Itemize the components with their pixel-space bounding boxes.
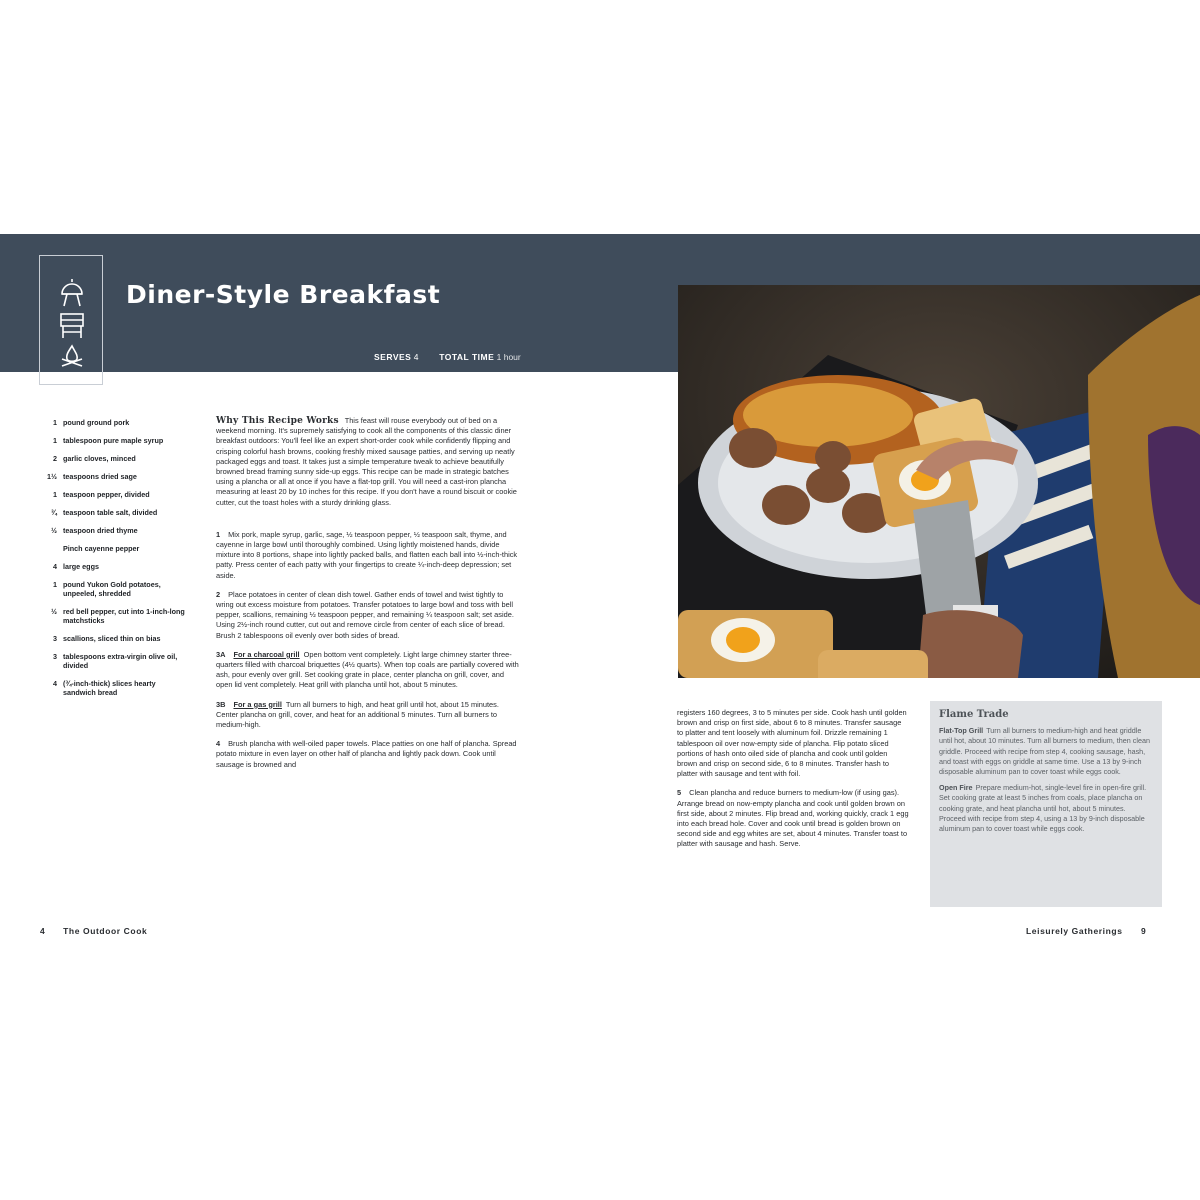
ingredient-list [40,418,190,706]
step: 3B For a gas grill Turn all burners to high, and heat grill until hot, about 15 minutes. Center plancha on grill, cover, and heat for an additional 5 minutes. Turn all burners to medium-high. [216,699,499,730]
sidebar-title: Flame Trade [939,709,1009,720]
kettle-grill-icon [62,279,82,306]
ingredient-item: 1 teaspoon pepper, divided [53,490,150,499]
ingredient-item: 2 garlic cloves, minced [53,454,136,463]
ingredient-item: 1 tablespoon pure maple syrup [53,436,164,445]
sidebar-item: Open Fire Prepare medium-hot, single-level fire in open-fire grill. Set cooking grate at least 5 inches from coals, place plancha on cooking grate, and heat plancha until hot, about 5 minutes. Proceed with recipe from step 4, using a 13 by 9-inch disposable aluminum pan to cover toast while eggs cook. [939,783,1147,834]
section-title: Leisurely Gatherings [1026,926,1123,936]
flame-trade-sidebar [930,701,1162,907]
folio-right [1026,926,1146,936]
cookbook-spread [0,234,1200,964]
ingredient-item: 1 pound ground pork [53,418,130,427]
ingredient-item: Pinch cayenne pepper [63,544,140,553]
ingredient-item: 3 scallions, sliced thin on bias [53,634,161,643]
total-time-value: 1 hour [496,352,521,362]
campfire-icon [62,346,82,366]
ingredient-item: ½ red bell pepper, cut into 1-inch-long matchsticks [51,607,185,625]
step: 3A For a charcoal grill Open bottom vent completely. Light large chimney starter three-quarters filled with charcoal briquettes (4½ quarts). When top coals are partially covered with ash, pour evenly over grill. Set cooking grate in place, center plancha on grill, cover, and open lid vent completely. Heat grill with plancha until hot, about 5 minutes. [216,649,519,690]
instructions-column-right [677,708,909,859]
gas-grill-icon [61,314,83,338]
why-heading: Why This Recipe Works [216,416,339,426]
step: 1 Mix pork, maple syrup, garlic, sage, ½ teaspoon pepper, ½ teaspoon salt, thyme, and cayenne in large bowl until thoroughly combined. Using lightly moistened hands, divide mixture into 8 portions, shape into lightly packed balls, and flatten each ball into ½-inch-thick patty. Press center of each patty with your fingertips to create ¼-inch-deep depression; set aside. [216,529,518,580]
instructions-column-left [216,416,522,779]
folio-left [40,926,147,936]
step-continued: registers 160 degrees, 3 to 5 minutes per side. Cook hash until golden brown and crisp on first side, about 6 to 8 minutes. Transfer sausage to platter and tent loosely with aluminum foil. Drizzle remaining 1 tablespoon oil over now-empty side of plancha. Flip potato sliced portions of hash onto oiled side of plancha and cook until golden brown and crisp on second side, 6 to 8 minutes. Transfer hash to platter with sausage and tent with foil. [677,708,907,779]
serves-value: 4 [413,352,419,362]
ingredient-item: 4 (¾-inch-thick) slices hearty sandwich bread [53,679,156,697]
ingredient-item: 1½ teaspoons dried sage [47,472,137,481]
why-text: This feast will rouse everybody out of bed on a weekend morning. It's supremely satisfying to cook all the components of this classic diner breakfast outdoors: You'll feel like an expert short-order cook while confidently flipping and crisping colorful hash browns, cooking freshly mixed sausage patties, and serving up neatly packaged eggs and toast. It takes just a simple temperature tweak to achieve beautifully browned bread framing sunny side-up eggs. This recipe can be made in strategic batches using a plancha or all at once if you have a flat-top grill. You will need a cast-iron plancha measuring at least 20 by 10 inches for this recipe. If you don't have a round biscuit or cookie cutter, cut the toast holes with a sturdy drinking glass. [216,416,517,507]
ingredient-item: ¾ teaspoon table salt, divided [51,508,158,517]
recipe-title: Diner-Style Breakfast [126,280,441,309]
total-time-label: TOTAL TIME [439,352,495,362]
sidebar-item: Flat-Top Grill Turn all burners to medium-high and heat griddle until hot, about 10 minutes. Turn all burners to medium, then clean griddle. Proceed with recipe from step 4, cooking sausage, hash, and toast with eggs on griddle at same time. Use a 13 by 9-inch disposable aluminum pan to cover toast while eggs cook. [939,726,1150,777]
book-title: The Outdoor Cook [63,926,148,936]
ingredient-item: 1 pound Yukon Gold potatoes, unpeeled, shredded [53,580,161,598]
page-number-right: 9 [1140,926,1146,936]
page-number-left: 4 [40,926,45,936]
ingredient-item: ½ teaspoon dried thyme [51,526,138,535]
step: 2 Place potatoes in center of clean dish towel. Gather ends of towel and twist tightly to wring out excess moisture from potatoes. Transfer potatoes to large bowl and toss with bell pepper, scallions, remaining ½ teaspoon pepper, and remaining ¼ teaspoon salt; set aside. Using 2½-inch round cutter, cut out and remove circle from center of each slice of bread. Brush 2 tablespoons oil evenly over both sides of bread. [216,589,514,640]
ingredient-item: 4 large eggs [53,562,99,571]
ingredient-item: 3 tablespoons extra-virgin olive oil, divided [53,652,178,670]
breakfast-photo [678,285,1200,678]
recipe-meta [374,352,521,362]
step: 5 Clean plancha and reduce burners to medium-low (if using gas). Arrange bread on now-empty plancha and cook until golden brown on first side, about 2 minutes. Flip bread and, working quickly, crack 1 egg into each bread hole. Cover and cook until bread is golden brown on second side and egg whites are set, about 4 minutes. Transfer toast to platter with sausage and hash. Serve. [677,788,909,849]
serves-label: SERVES [374,352,412,362]
why-this-works [216,416,522,508]
cooking-method-icons [39,255,103,385]
step: 4 Brush plancha with well-oiled paper towels. Place patties on one half of plancha. Spread potato mixture in even layer on other half of plancha and lightly pack down. Cook until sausage is browned and [216,739,517,769]
